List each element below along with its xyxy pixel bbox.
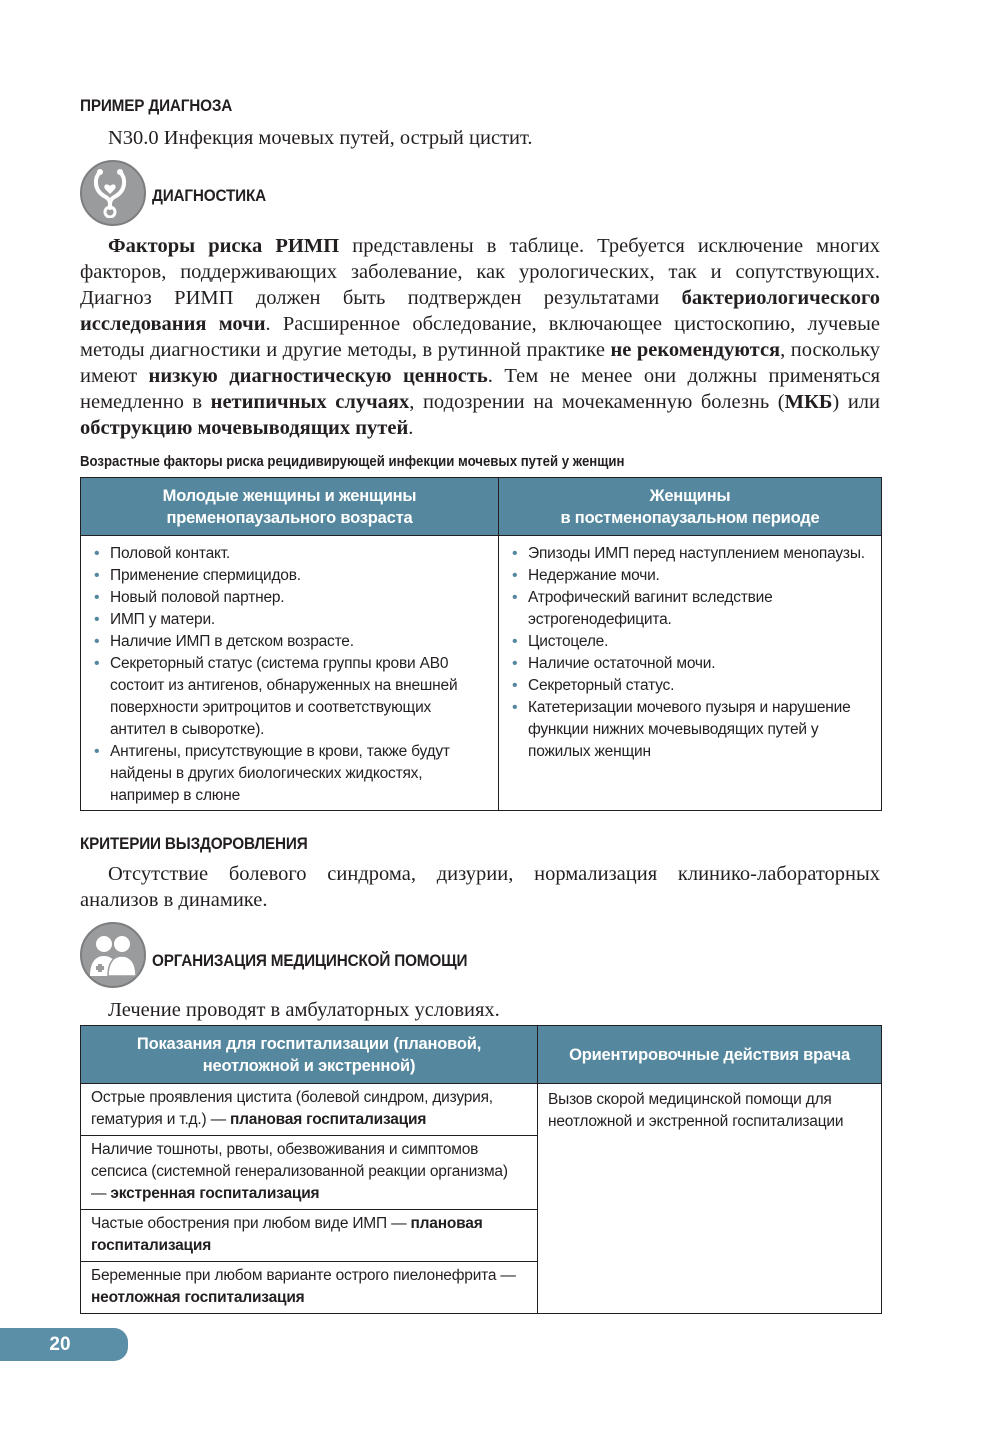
risk-table-header-postmeno — [499, 478, 882, 536]
text-span: ) или — [832, 391, 880, 413]
header-line: Показания для госпитализации (плановой, — [136, 1034, 482, 1053]
text-span: . Расширенное обследование, включающее цистоскопию, лучевые методы диагностики и другие методы, в рутинной практике — [80, 313, 880, 361]
row-text: Острые проявления цистита (болевой синдром, дизурия, гематурия и т.д.) — — [91, 1089, 493, 1128]
list-item: • Новый половой партнер. — [94, 587, 475, 609]
organization-text: Лечение проводят в амбулаторных условиях. — [108, 999, 500, 1021]
row-bold: плановая госпитализация — [91, 1215, 483, 1254]
page-number: 20 — [0, 1328, 128, 1361]
list-item: • Эпизоды ИМП перед наступлением менопаузы. — [512, 543, 866, 565]
low-value-bold: низкую диагностическую ценность — [148, 365, 488, 387]
row-text: Беременные при любом варианте острого пиелонефрита — — [91, 1267, 516, 1284]
table-row — [81, 1262, 538, 1314]
diagnosis-example-heading: ПРИМЕР ДИАГНОЗА — [80, 96, 233, 115]
row-bold: неотложная госпитализация — [91, 1289, 305, 1306]
diagnosis-example-text: N30.0 Инфекция мочевых путей, острый цистит. — [108, 127, 533, 149]
header-line: Молодые женщины и женщины — [162, 486, 417, 505]
hosp-action-cell — [538, 1084, 882, 1314]
stethoscope-icon — [80, 160, 146, 226]
hospitalization-table — [80, 1025, 882, 1314]
list-item: • Атрофический вагинит вследствие эстрогенодефицита. — [512, 587, 866, 631]
recovery-text: Отсутствие болевого синдрома, дизурии, нормализация клинико-лабораторных анализов в динамике. — [80, 863, 880, 911]
hosp-table-header-indications — [81, 1026, 538, 1084]
diagnostics-heading: ДИАГНОСТИКА — [152, 186, 266, 205]
mkb-bold: МКБ — [784, 391, 833, 413]
list-item: • Антигены, присутствующие в крови, также будут найдены в других биологических жидкостях, например в слюне — [94, 741, 475, 807]
list-item: • Недержание мочи. — [512, 565, 866, 587]
table-row — [81, 1136, 538, 1210]
recovery-heading: КРИТЕРИИ ВЫЗДОРОВЛЕНИЯ — [80, 834, 308, 853]
risk-table-young-cell — [81, 536, 499, 811]
risk-factors-table — [80, 477, 882, 811]
action-text: Вызов скорой медицинской помощи для неотложной и экстренной госпитализации — [548, 1091, 844, 1130]
list-item: • Секреторный статус (система группы крови AB0 состоит из антигенов, обнаруженных на внешней поверхности эритроцитов и соответствующих антител в сыворотке). — [94, 653, 475, 741]
row-text: Наличие тошноты, рвоты, обезвоживания и симптомов сепсиса (системной генерализованной реакции организма) — — [91, 1141, 508, 1202]
list-item: • Катетеризации мочевого пузыря и нарушение функции нижних мочевыводящих путей у пожилых женщин — [512, 697, 866, 763]
diagnostics-paragraph — [80, 233, 880, 441]
row-bold: плановая госпитализация — [229, 1111, 427, 1128]
text-span: . Тем не менее они должны применяться немедленно в — [80, 365, 881, 413]
bacteriological-bold: бактериологического исследования мочи — [80, 287, 880, 335]
table-row — [81, 1210, 538, 1262]
header-line: в постменопаузальном периоде — [560, 508, 820, 527]
list-item: • Наличие остаточной мочи. — [512, 653, 866, 675]
list-item: • Наличие ИМП в детском возрасте. — [94, 631, 475, 653]
organization-heading: ОРГАНИЗАЦИЯ МЕДИЦИНСКОЙ ПОМОЩИ — [152, 951, 468, 970]
list-item: • Применение спермицидов. — [94, 565, 475, 587]
row-bold: экстренная госпитализация — [110, 1185, 320, 1202]
list-item: • Половой контакт. — [94, 543, 475, 565]
list-item: • Секреторный статус. — [512, 675, 866, 697]
risk-table-caption: Возрастные факторы риска рецидивирующей инфекции мочевых путей у женщин — [80, 453, 625, 470]
risk-table-header-young — [81, 478, 499, 536]
medical-staff-icon — [80, 922, 146, 988]
text-span: , подозрении на мочекаменную болезнь ( — [409, 391, 785, 413]
header-line: Женщины — [649, 486, 731, 505]
list-item: • Цистоцеле. — [512, 631, 866, 653]
text-span: . — [408, 417, 414, 439]
list-item: • ИМП у матери. — [94, 609, 475, 631]
table-row — [81, 1084, 538, 1136]
not-recommended-bold: не рекомендуются — [610, 339, 781, 361]
header-line: неотложной и экстренной) — [202, 1056, 416, 1075]
hosp-table-header-actions: Ориентировочные действия врача — [538, 1026, 882, 1084]
risk-factors-bold: Факторы риска РИМП — [108, 235, 340, 257]
text-span: представлены в таблице. Требуется исключение многих факторов, поддерживающих заболевание, как урологических, так и сопутствующих. Диагноз РИМП должен быть подтвержден результатами — [80, 235, 880, 309]
header-line: пременопаузального возраста — [166, 508, 413, 527]
text-span: , поскольку имеют — [80, 339, 880, 387]
obstruction-bold: обструкцию мочевыводящих путей — [80, 417, 409, 439]
row-text: Частые обострения при любом виде ИМП — — [91, 1215, 411, 1232]
risk-table-postmeno-cell — [499, 536, 882, 811]
atypical-bold: нетипичных случаях — [210, 391, 410, 413]
